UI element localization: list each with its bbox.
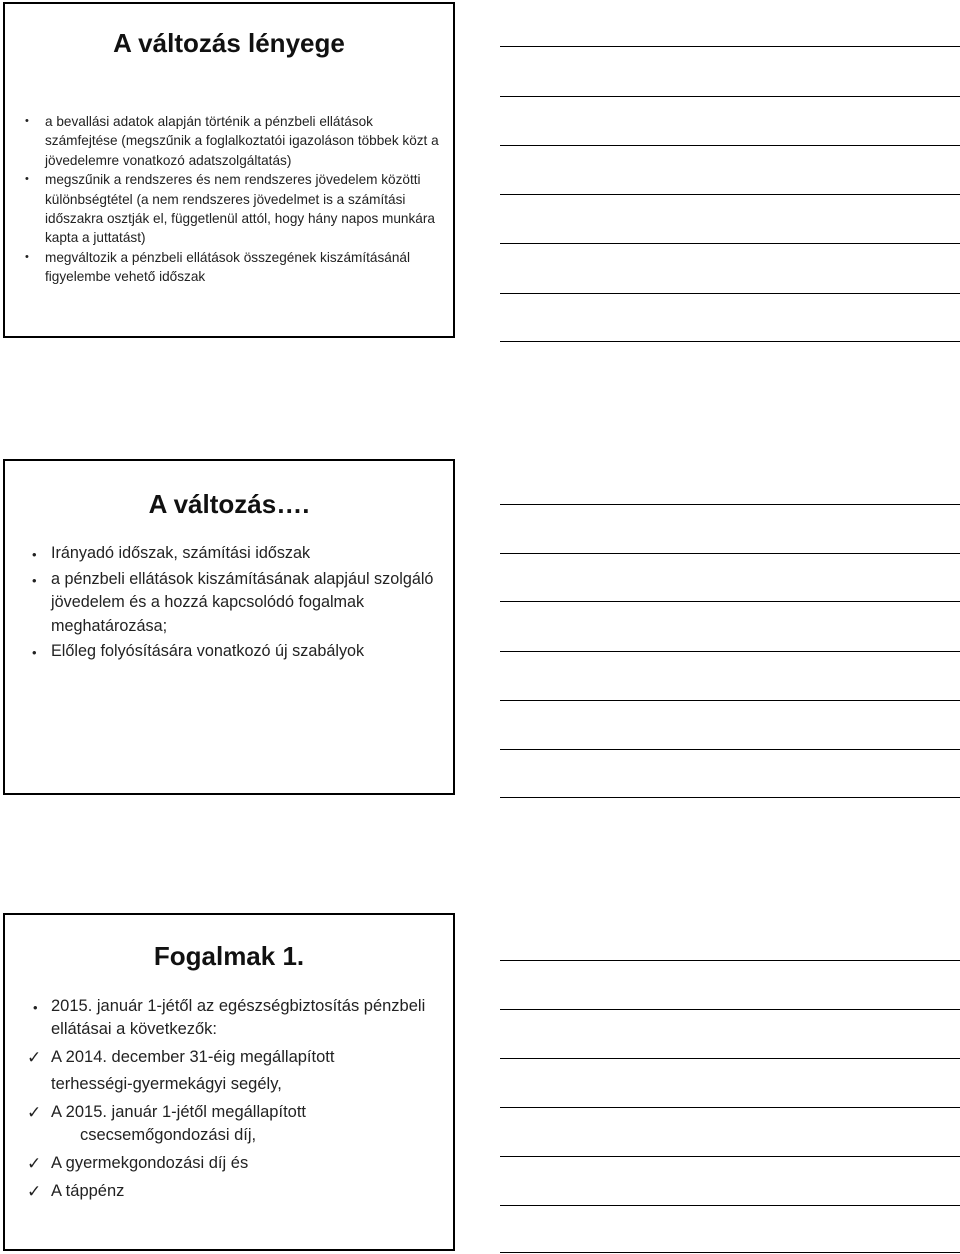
- bullet-icon: •: [32, 547, 37, 562]
- list-item: [27, 1101, 447, 1147]
- note-line: [500, 553, 960, 554]
- list-item: [32, 568, 452, 639]
- note-line: [500, 1156, 960, 1157]
- checkmark-icon: ✓: [27, 1182, 42, 1201]
- list-item: [27, 1152, 447, 1175]
- slide-2-title: A változás….: [148, 489, 310, 519]
- slide-2: [3, 459, 455, 795]
- note-line: [500, 341, 960, 342]
- bullet-icon: •: [33, 1000, 38, 1015]
- note-line: [500, 1252, 960, 1253]
- note-line: [500, 46, 960, 47]
- list-item: [32, 640, 452, 664]
- list-item: [24, 170, 444, 248]
- bullet-icon: •: [25, 115, 29, 127]
- slide-1-title: A változás lényege: [113, 28, 345, 58]
- list-item-continuation: [27, 1073, 447, 1096]
- note-line: [500, 243, 960, 244]
- bullet-icon: •: [25, 250, 29, 263]
- list-item: [24, 112, 444, 170]
- slide-1-bullet-list: [24, 112, 444, 287]
- bullet-icon: •: [25, 173, 29, 186]
- slide-3-list: [27, 995, 447, 1203]
- list-item-text: megváltozik a pénzbeli ellátások összegének kiszámításánál figyelembe vehető időszak: [45, 249, 410, 285]
- list-item: [24, 248, 444, 287]
- list-item-text: megszűnik a rendszeres és nem rendszeres jövedelem közötti különbségtétel (a nem rendszeres jövedelmet is a számítási időszakra osztják el, függetlenül attól, hogy hány napos munkára kapta a juttatást): [45, 172, 435, 246]
- note-line: [500, 194, 960, 195]
- note-line: [500, 1009, 960, 1010]
- list-item-text: Irányadó időszak, számítási időszak: [51, 544, 311, 562]
- list-item-text: a pénzbeli ellátások kiszámításának alapjául szolgáló jövedelem és a hozzá kapcsolódó fogalmak meghatározása;: [51, 569, 434, 635]
- note-line: [500, 1205, 960, 1206]
- note-line: [500, 797, 960, 798]
- list-item-text: A táppénz: [51, 1182, 125, 1200]
- list-item: [32, 542, 452, 566]
- slide-2-bullet-list: [32, 542, 452, 666]
- bullet-icon: •: [32, 572, 37, 588]
- list-item: [27, 1180, 447, 1203]
- checkmark-icon: ✓: [27, 1154, 42, 1173]
- slide-3-title: Fogalmak 1.: [153, 941, 305, 971]
- bullet-icon: •: [32, 645, 37, 660]
- note-line: [500, 651, 960, 652]
- list-item-text: csecsemőgondozási díj,: [80, 1126, 257, 1144]
- list-item: [27, 1046, 447, 1069]
- slide-1: [3, 2, 455, 338]
- note-line: [500, 700, 960, 701]
- note-line: [500, 1107, 960, 1108]
- checkmark-icon: ✓: [27, 1048, 42, 1067]
- list-item-text: 2015. január 1-jétől az egészségbiztosítás pénzbeli ellátásai a következők:: [51, 997, 426, 1038]
- note-line: [500, 749, 960, 750]
- list-item: [27, 995, 447, 1041]
- list-item-text: A 2014. december 31-éig megállapított: [51, 1048, 335, 1066]
- list-item-text: a bevallási adatok alapján történik a pénzbeli ellátások számfejtése (megszűnik a foglalkoztatói igazoláson többek közt a jövedelemre vonatkozó adatszolgáltatás): [45, 114, 439, 168]
- checkmark-icon: ✓: [27, 1103, 42, 1122]
- slide-3: [3, 913, 455, 1251]
- list-item-text: terhességi-gyermekágyi segély,: [51, 1075, 282, 1093]
- note-line: [500, 293, 960, 294]
- note-line: [500, 145, 960, 146]
- note-line: [500, 960, 960, 961]
- list-item-text: A gyermekgondozási díj és: [51, 1154, 249, 1172]
- note-line: [500, 601, 960, 602]
- list-item-text: Előleg folyósítására vonatkozó új szabályok: [51, 642, 365, 660]
- note-line: [500, 96, 960, 97]
- note-line: [500, 1058, 960, 1059]
- list-item-text: A 2015. január 1-jétől megállapított: [51, 1103, 307, 1121]
- note-line: [500, 504, 960, 505]
